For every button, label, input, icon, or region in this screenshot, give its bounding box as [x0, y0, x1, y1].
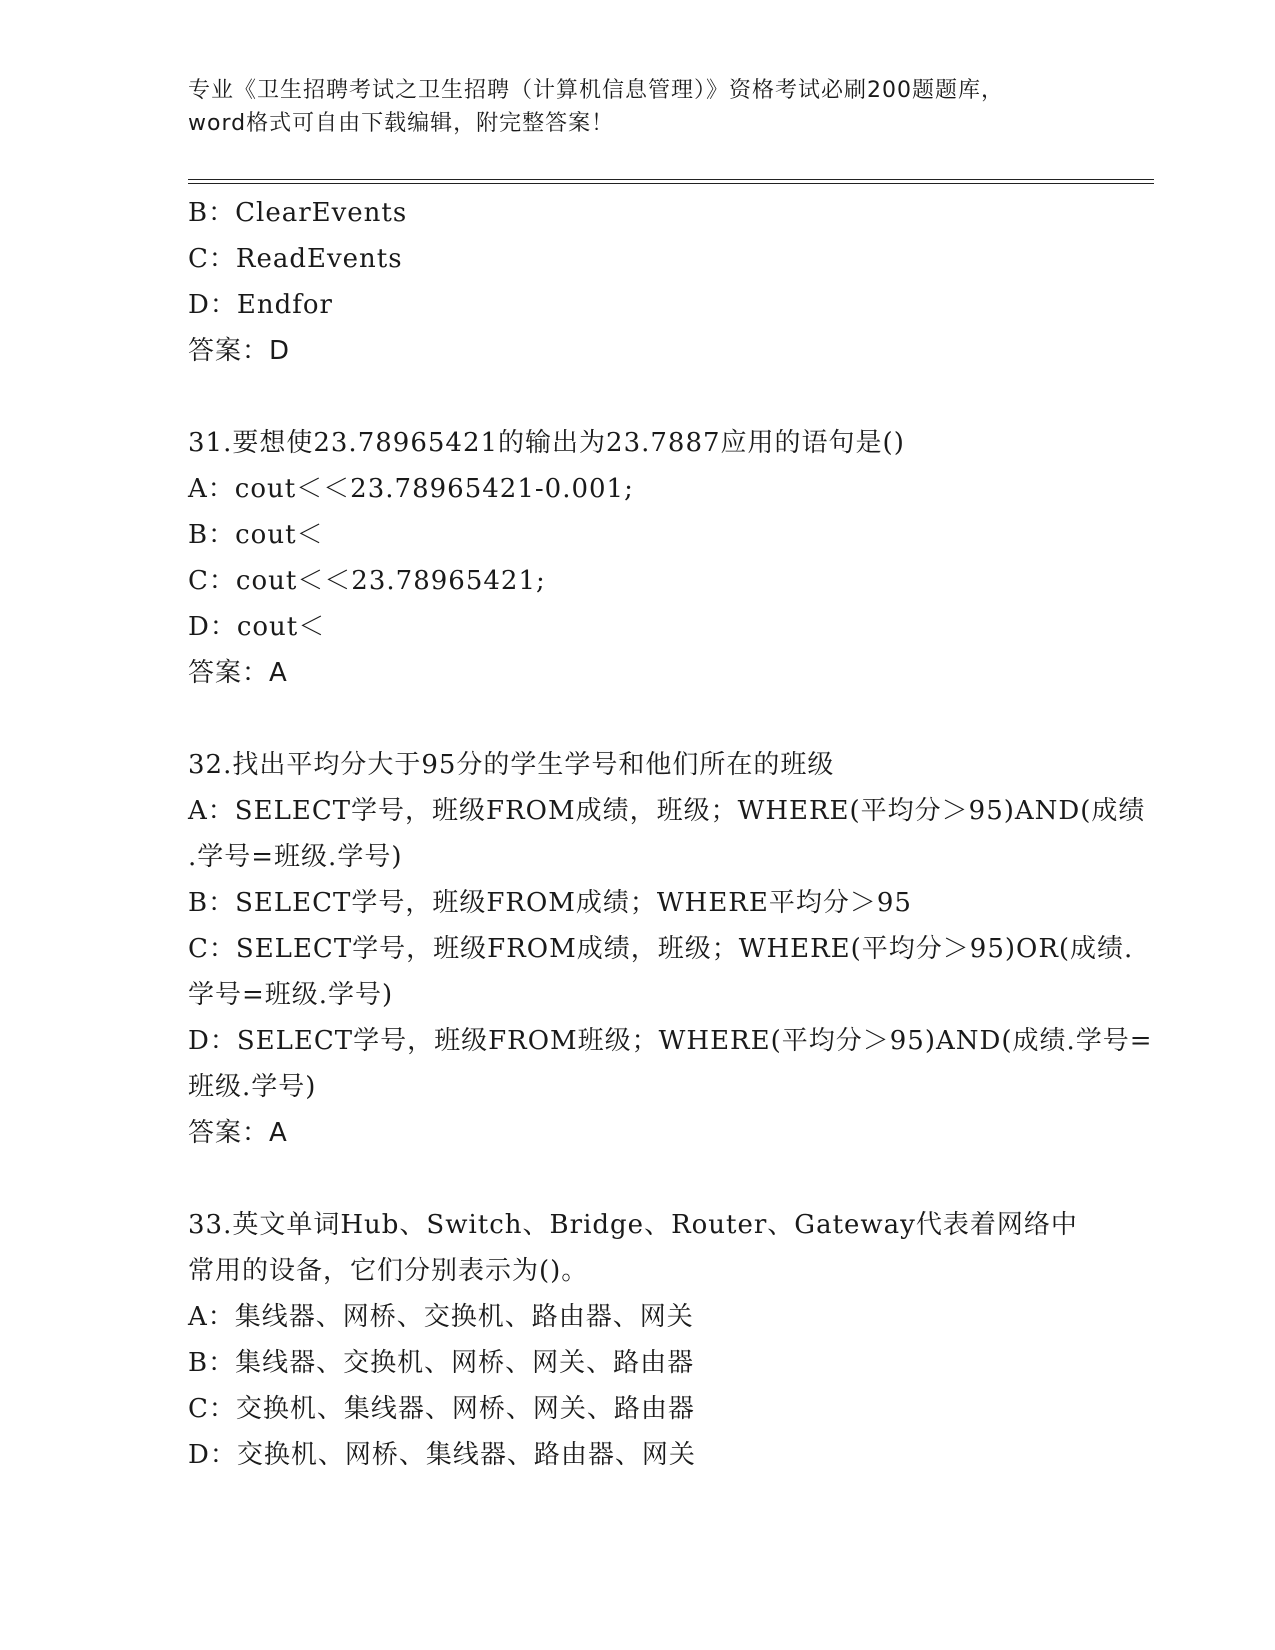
spacer: [188, 696, 1088, 742]
option-b: B：cout＜: [188, 520, 324, 550]
option-c: C：ReadEvents: [188, 244, 403, 274]
page-header: [188, 74, 1088, 140]
spacer: [188, 374, 1088, 420]
header-line-2: word格式可自由下载编辑，附完整答案！: [188, 111, 615, 136]
question-list: [188, 190, 1153, 1478]
option-d: D：交换机、网桥、集线器、路由器、网关: [188, 1440, 696, 1470]
option-a-continued: .学号=班级.学号): [188, 842, 403, 872]
header-line-1: 专业《卫生招聘考试之卫生招聘（计算机信息管理）》资格考试必刷200题题库，: [188, 78, 1004, 103]
question-text: 32.找出平均分大于95分的学生学号和他们所在的班级: [188, 750, 835, 780]
question-text-continued: 常用的设备，它们分别表示为()。: [188, 1256, 589, 1286]
option-b: B：集线器、交换机、网桥、网关、路由器: [188, 1348, 695, 1378]
option-c-continued: 学号=班级.学号): [188, 980, 394, 1010]
option-c: C：交换机、集线器、网桥、网关、路由器: [188, 1394, 695, 1424]
option-b: B：SELECT学号，班级FROM成绩；WHERE平均分＞95: [188, 888, 912, 918]
answer: 答案：A: [188, 658, 288, 688]
option-c: C：cout＜＜23.78965421;: [188, 566, 546, 596]
spacer: [188, 1156, 1088, 1202]
question-31: [188, 420, 1088, 696]
question-30: [188, 190, 1088, 374]
option-c: C：SELECT学号，班级FROM成绩，班级；WHERE(平均分＞95)OR(成绩.: [188, 934, 1134, 964]
question-text: 31.要想使23.78965421的输出为23.7887应用的语句是(): [188, 428, 905, 458]
option-d: D：cout＜: [188, 612, 326, 642]
question-32: [188, 742, 1153, 1156]
option-a: A：cout＜＜23.78965421-0.001;: [188, 474, 634, 504]
answer: 答案：D: [188, 336, 291, 366]
header-divider: [188, 179, 1154, 184]
option-a: A：SELECT学号，班级FROM成绩，班级；WHERE(平均分＞95)AND(成绩: [188, 796, 1146, 826]
option-d: D：Endfor: [188, 290, 333, 320]
question-text: 33.英文单词Hub、Switch、Bridge、Router、Gateway代表着网络中: [188, 1210, 1078, 1240]
option-b: B：ClearEvents: [188, 198, 408, 228]
answer: 答案：A: [188, 1118, 288, 1148]
question-33: [188, 1202, 1088, 1478]
option-d-continued: 班级.学号): [188, 1072, 317, 1102]
option-d: D：SELECT学号，班级FROM班级；WHERE(平均分＞95)AND(成绩.学号=: [188, 1026, 1153, 1056]
option-a: A：集线器、网桥、交换机、路由器、网关: [188, 1302, 694, 1332]
